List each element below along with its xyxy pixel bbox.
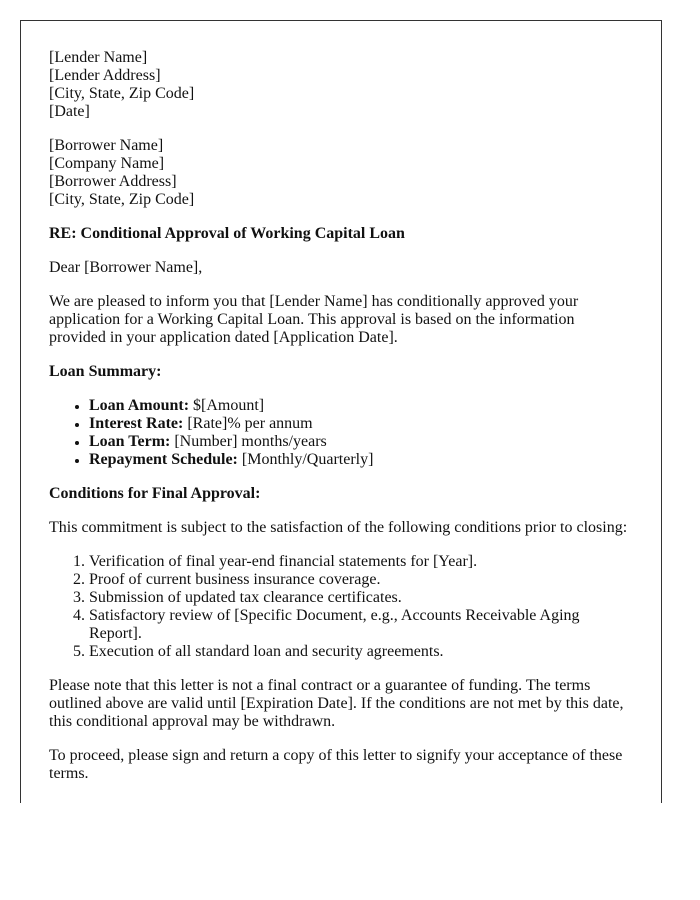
borrower-city-state-zip: [City, State, Zip Code]	[49, 191, 195, 208]
letter-document	[20, 20, 662, 803]
borrower-address: [Borrower Address]	[49, 173, 177, 190]
letter-date: [Date]	[49, 103, 90, 120]
conditions-intro: This commitment is subject to the satisfaction of the following conditions prior to closing:	[49, 519, 628, 536]
borrower-name: [Borrower Name]	[49, 137, 164, 154]
condition-item: 2. Proof of current business insurance coverage.	[89, 571, 633, 589]
loan-summary-item-term	[89, 433, 633, 451]
repayment-schedule-value: [Monthly/Quarterly]	[237, 451, 374, 468]
closing-paragraph: To proceed, please sign and return a copy of this letter to signify your acceptance of these terms.	[49, 747, 623, 782]
loan-summary-item-amount	[89, 397, 633, 415]
recipient-address-block	[49, 137, 633, 209]
interest-rate-label: Interest Rate:	[89, 415, 184, 432]
intro-paragraph: We are pleased to inform you that [Lender Name] has conditionally approved your application for a Working Capital Loan. This approval is based on the information provided in your application dated [Application Date].	[49, 293, 579, 346]
lender-address: [Lender Address]	[49, 67, 161, 84]
interest-rate-value: [Rate]% per annum	[183, 415, 313, 432]
salutation: Dear [Borrower Name],	[49, 259, 203, 276]
lender-name: [Lender Name]	[49, 49, 148, 66]
condition-item: 1. Verification of final year-end financial statements for [Year].	[89, 553, 633, 571]
condition-item: 4. Satisfactory review of [Specific Document, e.g., Accounts Receivable Aging Report].	[89, 607, 633, 643]
loan-amount-value: $[Amount]	[189, 397, 265, 414]
lender-city-state-zip: [City, State, Zip Code]	[49, 85, 195, 102]
loan-amount-label: Loan Amount:	[89, 397, 190, 414]
loan-summary-heading: Loan Summary:	[49, 363, 162, 380]
company-name: [Company Name]	[49, 155, 165, 172]
sender-address-block	[49, 49, 633, 121]
loan-summary-item-rate	[89, 415, 633, 433]
subject-line: RE: Conditional Approval of Working Capital Loan	[49, 225, 405, 242]
condition-item: 5. Execution of all standard loan and security agreements.	[89, 643, 633, 661]
conditions-list	[49, 553, 633, 661]
conditions-heading: Conditions for Final Approval:	[49, 485, 261, 502]
loan-summary-list	[49, 397, 633, 469]
loan-term-value: [Number] months/years	[170, 433, 327, 450]
loan-summary-item-schedule	[89, 451, 633, 469]
loan-term-label: Loan Term:	[89, 433, 171, 450]
condition-item: 3. Submission of updated tax clearance certificates.	[89, 589, 633, 607]
notice-paragraph: Please note that this letter is not a final contract or a guarantee of funding. The terms outlined above are valid until [Expiration Date]. If the conditions are not met by this date, this conditional approval may be withdrawn.	[49, 677, 624, 730]
repayment-schedule-label: Repayment Schedule:	[89, 451, 238, 468]
